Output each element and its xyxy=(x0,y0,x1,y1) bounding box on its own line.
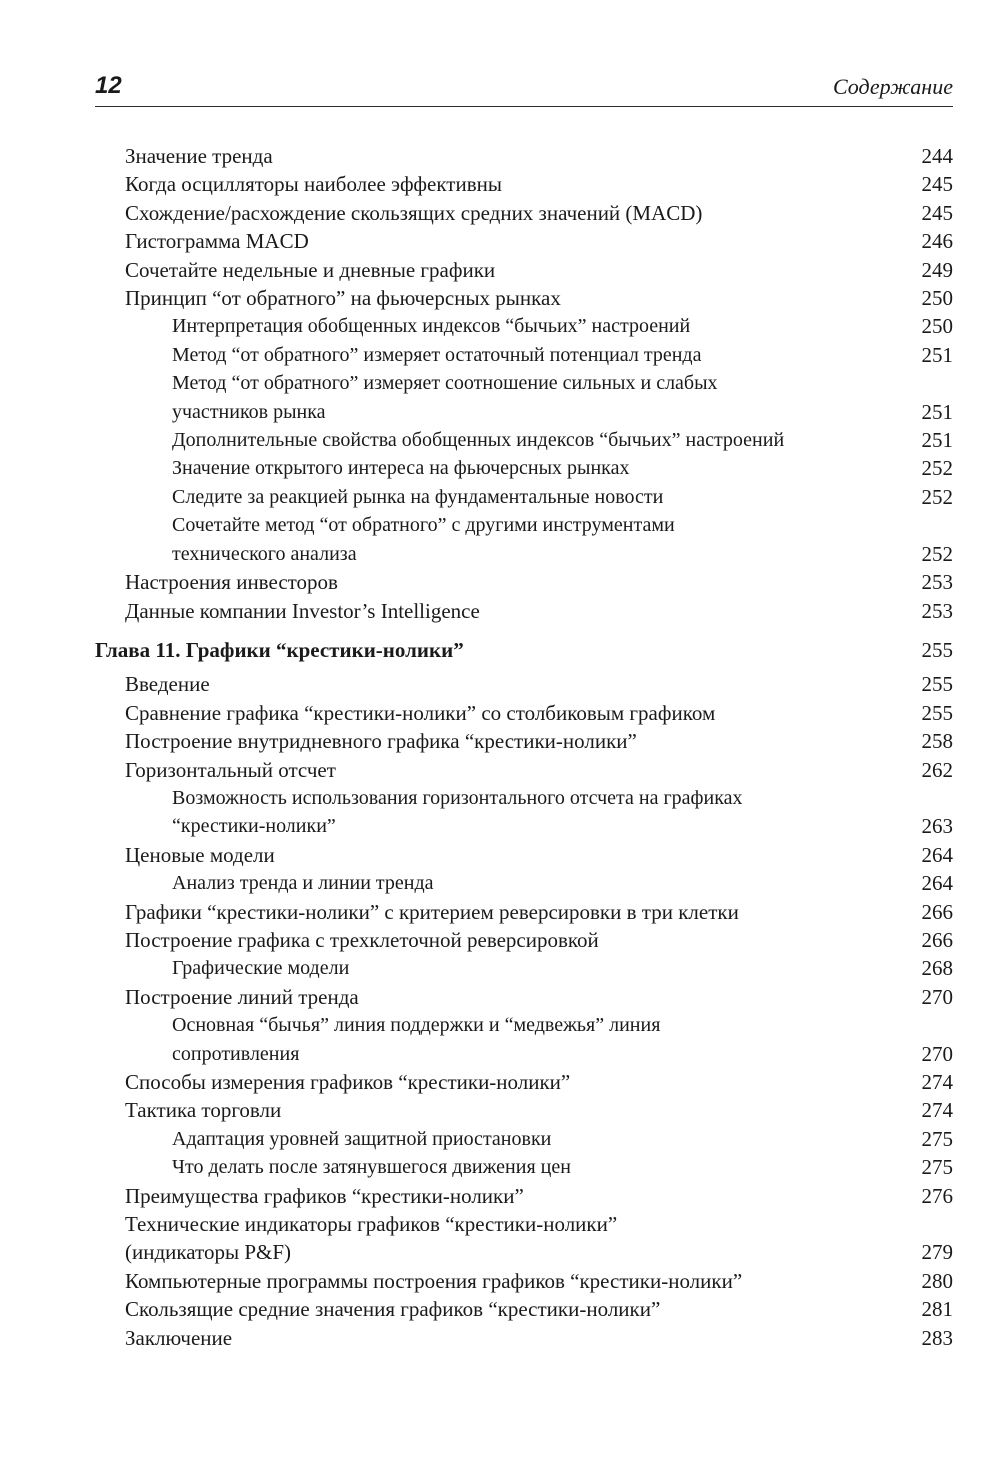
toc-entry-page: 246 xyxy=(921,229,953,254)
toc-entry-title: Скользящие средние значения графиков “крестики-нолики” xyxy=(125,1297,661,1322)
toc-entry-page: 250 xyxy=(921,286,953,311)
toc-entry xyxy=(95,199,953,227)
toc-entry-page: 266 xyxy=(921,927,953,952)
toc-entry-title: Сочетайте метод “от обратного” с другими инструментами xyxy=(172,514,675,537)
toc-entry-page: 264 xyxy=(921,842,953,867)
toc-chapter-heading xyxy=(95,636,953,664)
toc-entry xyxy=(95,756,953,784)
toc-entry-title: участников рынка xyxy=(172,400,326,423)
toc-entry-page: 263 xyxy=(921,814,953,839)
toc-entry-title: Заключение xyxy=(125,1325,233,1350)
toc-entry xyxy=(95,954,953,982)
toc-entry xyxy=(95,926,953,954)
toc-entry xyxy=(95,1295,953,1323)
toc-entry-title: Основная “бычья” линия поддержки и “медвежья” линия xyxy=(172,1014,661,1037)
toc-entry-title: Дополнительные свойства обобщенных индексов “бычьих” настроений xyxy=(172,429,785,452)
toc-entry-title: Анализ тренда и линии тренда xyxy=(172,872,434,895)
toc-entry xyxy=(95,227,953,255)
toc-entry xyxy=(95,454,953,482)
toc-entry xyxy=(95,841,953,869)
toc-entry-page: 276 xyxy=(921,1183,953,1208)
toc-entry-page: 283 xyxy=(921,1325,953,1350)
toc-entry-page: 245 xyxy=(921,172,953,197)
toc-entry-page: 281 xyxy=(921,1297,953,1322)
toc-entry-page: 252 xyxy=(921,541,953,566)
toc-entry xyxy=(95,812,953,840)
toc-entry-title: Преимущества графиков “крестики-нолики” xyxy=(125,1183,524,1208)
toc-entry xyxy=(95,426,953,454)
toc-entry-page: 253 xyxy=(921,598,953,623)
toc-entry xyxy=(95,898,953,926)
toc-entry-title: (индикаторы P&F) xyxy=(125,1240,292,1265)
toc-entry-page: 275 xyxy=(921,1126,953,1151)
toc-entry-title: Построение внутридневного графика “крестики-нолики” xyxy=(125,729,637,754)
toc-entry-page: 249 xyxy=(921,257,953,282)
toc-entry-title: Данные компании Investor’s Intelligence xyxy=(125,598,480,623)
toc-entry xyxy=(95,1182,953,1210)
toc-entry-page: 274 xyxy=(921,1098,953,1123)
toc-entry-page: 250 xyxy=(921,314,953,339)
toc-entry xyxy=(95,256,953,284)
toc-entry-title: Графические модели xyxy=(172,957,350,980)
toc-entry xyxy=(95,540,953,568)
toc-entry-title: технического анализа xyxy=(172,542,357,565)
toc-entry-page: 268 xyxy=(921,956,953,981)
toc-entry-page: 258 xyxy=(921,729,953,754)
toc-entry-page: 280 xyxy=(921,1268,953,1293)
toc-entry xyxy=(95,670,953,698)
toc-entry-page: 255 xyxy=(921,700,953,725)
toc-entry-page: 245 xyxy=(921,200,953,225)
toc-entry-page: 251 xyxy=(921,428,953,453)
toc-entry-title: Принцип “от обратного” на фьючерсных рынках xyxy=(125,286,561,311)
toc-entry-page: 274 xyxy=(921,1070,953,1094)
toc-entry xyxy=(95,1125,953,1153)
toc-entry-title: Графики “крестики-нолики” с критерием реверсировки в три клетки xyxy=(125,899,739,924)
toc-entry-title: Что делать после затянувшегося движения цен xyxy=(172,1156,571,1179)
toc-entry-title: Адаптация уровней защитной приостановки xyxy=(172,1127,552,1150)
toc-entry xyxy=(95,1153,953,1181)
toc-entry-title: Построение графика с трехклеточной реверсировкой xyxy=(125,927,599,952)
toc-entry-title: Значение тренда xyxy=(125,144,273,168)
toc-entry-title: Настроения инвесторов xyxy=(125,570,338,595)
toc-entry-title: Технические индикаторы графиков “крестики-нолики” xyxy=(125,1212,618,1237)
toc-entry xyxy=(95,1068,953,1096)
toc-entry-page: 255 xyxy=(921,637,953,662)
toc-entry xyxy=(95,1324,953,1352)
toc-entry-title: сопротивления xyxy=(172,1042,300,1065)
toc-entry xyxy=(95,312,953,340)
toc-entry xyxy=(95,398,953,426)
toc-entry-page: 255 xyxy=(921,672,953,697)
toc-entry-page: 279 xyxy=(921,1240,953,1265)
toc-entry xyxy=(95,983,953,1011)
toc-entry-title: Введение xyxy=(125,672,210,697)
toc-entry-title: Глава 11. Графики “крестики-нолики” xyxy=(95,637,464,662)
toc-entry-title: Компьютерные программы построения графиков “крестики-нолики” xyxy=(125,1268,743,1293)
toc-entry-title: Гистограмма MACD xyxy=(125,229,309,254)
toc-entry-title: “крестики-нолики” xyxy=(172,815,336,838)
toc-entry-title: Сочетайте недельные и дневные графики xyxy=(125,257,496,282)
toc-entry-page: 252 xyxy=(921,456,953,481)
toc-entry xyxy=(95,568,953,596)
toc-entry-title: Сравнение графика “крестики-нолики” со столбиковым графиком xyxy=(125,700,716,725)
toc-entry xyxy=(95,1096,953,1124)
toc-entry-title: Ценовые модели xyxy=(125,842,275,867)
toc-entry-title: Схождение/расхождение скользящих средних значений (MACD) xyxy=(125,200,703,225)
toc-entry xyxy=(95,1210,953,1238)
toc-entry-title: Возможность использования горизонтального отсчета на графиках xyxy=(172,786,743,809)
toc-entry xyxy=(95,341,953,369)
running-head: Содержание xyxy=(832,74,953,99)
toc-entry-title: Горизонтальный отсчет xyxy=(125,757,336,782)
toc-entry xyxy=(95,699,953,727)
toc-entry xyxy=(95,869,953,897)
toc-entry xyxy=(95,284,953,312)
page-header xyxy=(95,70,953,107)
toc-entry-title: Когда осцилляторы наиболее эффективны xyxy=(125,172,502,197)
toc-entry-title: Тактика торговли xyxy=(125,1098,282,1123)
toc-entry-page: 252 xyxy=(921,484,953,509)
toc-entry xyxy=(95,142,953,170)
toc-entry-title: Метод “от обратного” измеряет остаточный потенциал тренда xyxy=(172,343,702,366)
toc-entry xyxy=(95,1267,953,1295)
toc-entry xyxy=(95,597,953,625)
page-number: 12 xyxy=(95,72,122,99)
toc-entry xyxy=(95,727,953,755)
toc-entry-page: 251 xyxy=(921,342,953,367)
toc-entry xyxy=(95,170,953,198)
toc-entry-page: 270 xyxy=(921,1041,953,1066)
toc-entry-page: 262 xyxy=(921,757,953,782)
toc-entry xyxy=(95,369,953,397)
toc-entry xyxy=(95,784,953,812)
toc-entry-title: Способы измерения графиков “крестики-нолики” xyxy=(125,1070,571,1094)
toc-entry xyxy=(95,483,953,511)
toc-entry-title: Метод “от обратного” измеряет соотношение сильных и слабых xyxy=(172,372,718,395)
toc-entry-title: Интерпретация обобщенных индексов “бычьих” настроений xyxy=(172,315,691,338)
toc-entry-page: 266 xyxy=(921,899,953,924)
toc-entry-title: Построение линий тренда xyxy=(125,984,359,1009)
toc-entry-title: Следите за реакцией рынка на фундаментальные новости xyxy=(172,485,664,508)
toc-entry-page: 270 xyxy=(921,984,953,1009)
toc-entry-page: 264 xyxy=(921,871,953,896)
toc-entry-page: 275 xyxy=(921,1155,953,1180)
toc-entry xyxy=(95,511,953,539)
toc-entry-page: 244 xyxy=(921,144,953,168)
toc-entry-page: 253 xyxy=(921,570,953,595)
toc-entry-page: 251 xyxy=(921,399,953,424)
toc-entry-title: Значение открытого интереса на фьючерсных рынках xyxy=(172,457,630,480)
toc-entry xyxy=(95,1040,953,1068)
toc-entry xyxy=(95,1011,953,1039)
table-of-contents xyxy=(95,142,953,1352)
toc-entry xyxy=(95,1238,953,1266)
